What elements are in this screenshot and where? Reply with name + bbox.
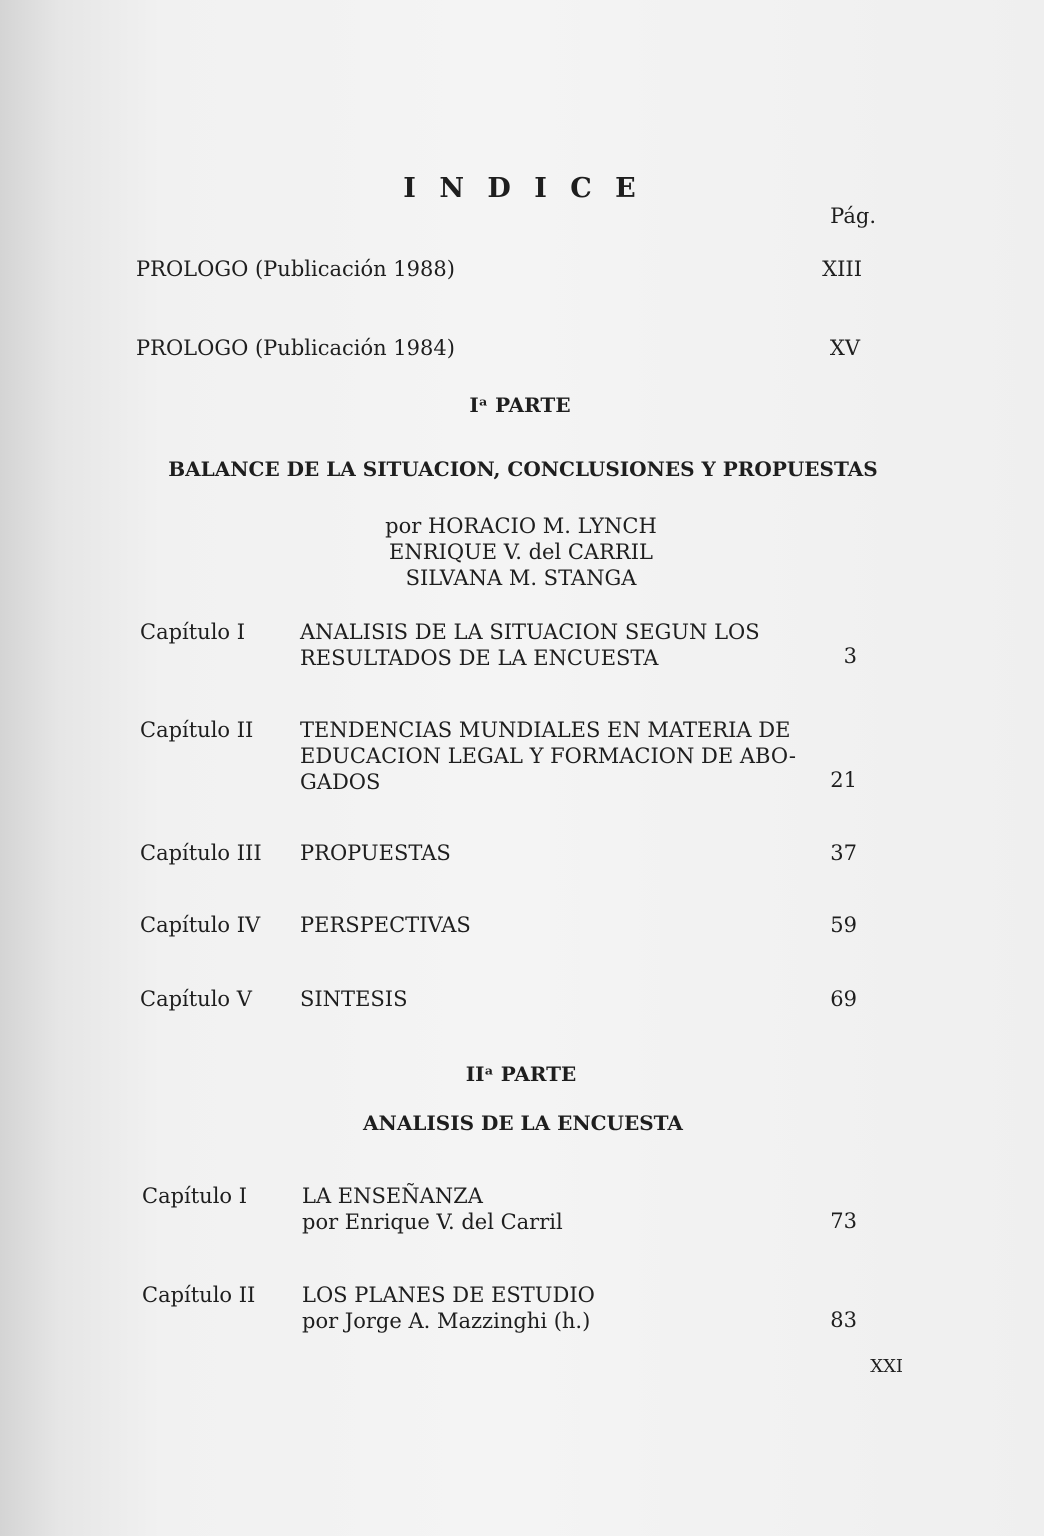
part1-ch2-title: [300, 717, 796, 795]
part2-ch2-title: [302, 1282, 595, 1334]
part1-ch5-label: Capítulo V: [140, 987, 252, 1011]
part1-ch1-title: [300, 619, 760, 671]
index-heading: I N D I C E: [403, 173, 643, 204]
part1-ch4-title: PERSPECTIVAS: [300, 913, 471, 937]
part2-ch2-page: 83: [830, 1308, 857, 1332]
part1-label: Iᵃ PARTE: [469, 393, 571, 417]
prologue-1984-page: XV: [829, 336, 860, 360]
part2-ch1-title: [302, 1183, 563, 1235]
part1-ch3-label: Capítulo III: [140, 841, 262, 865]
chapter-title-line: LOS PLANES DE ESTUDIO: [302, 1283, 595, 1307]
part2-title: ANALISIS DE LA ENCUESTA: [363, 1111, 683, 1135]
part2-ch1-label: Capítulo I: [142, 1184, 248, 1208]
author-line: por HORACIO M. LYNCH: [385, 514, 657, 538]
part1-ch4-label: Capítulo IV: [140, 913, 261, 937]
prologue-1988-title: PROLOGO (Publicación 1988): [136, 257, 455, 281]
part1-ch5-title: SINTESIS: [300, 987, 408, 1011]
part1-ch2-label: Capítulo II: [140, 718, 254, 742]
chapter-title-line: GADOS: [300, 770, 381, 794]
prologue-1984-title: PROLOGO (Publicación 1984): [136, 336, 455, 360]
part1-ch4-page: 59: [830, 913, 857, 937]
author-line: SILVANA M. STANGA: [405, 566, 637, 590]
part2-ch2-label: Capítulo II: [142, 1283, 256, 1307]
part2-label: IIᵃ PARTE: [465, 1062, 577, 1086]
part1-ch1-page: 3: [843, 644, 857, 668]
part1-ch3-title: PROPUESTAS: [300, 841, 451, 865]
page-number: XXI: [870, 1356, 903, 1377]
chapter-title-line: ANALISIS DE LA SITUACION SEGUN LOS: [300, 620, 760, 644]
chapter-title-line: RESULTADOS DE LA ENCUESTA: [300, 646, 659, 670]
chapter-title-line: EDUCACION LEGAL Y FORMACION DE ABO-: [300, 744, 796, 768]
part2-ch1-page: 73: [830, 1209, 857, 1233]
page-column-header: Pág.: [830, 204, 876, 228]
part1-ch2-page: 21: [830, 768, 857, 792]
part1-title: BALANCE DE LA SITUACION, CONCLUSIONES Y PROPUESTAS: [168, 457, 878, 481]
chapter-title-line: TENDENCIAS MUNDIALES EN MATERIA DE: [300, 718, 791, 742]
part1-ch3-page: 37: [830, 841, 857, 865]
part1-authors: [385, 513, 657, 591]
author-line: ENRIQUE V. del CARRIL: [389, 540, 653, 564]
prologue-1988-page: XIII: [822, 257, 862, 281]
chapter-author-line: por Jorge A. Mazzinghi (h.): [302, 1309, 591, 1333]
chapter-title-line: LA ENSEÑANZA: [302, 1184, 483, 1208]
part1-ch5-page: 69: [830, 987, 857, 1011]
chapter-author-line: por Enrique V. del Carril: [302, 1210, 563, 1234]
part1-ch1-label: Capítulo I: [140, 620, 246, 644]
